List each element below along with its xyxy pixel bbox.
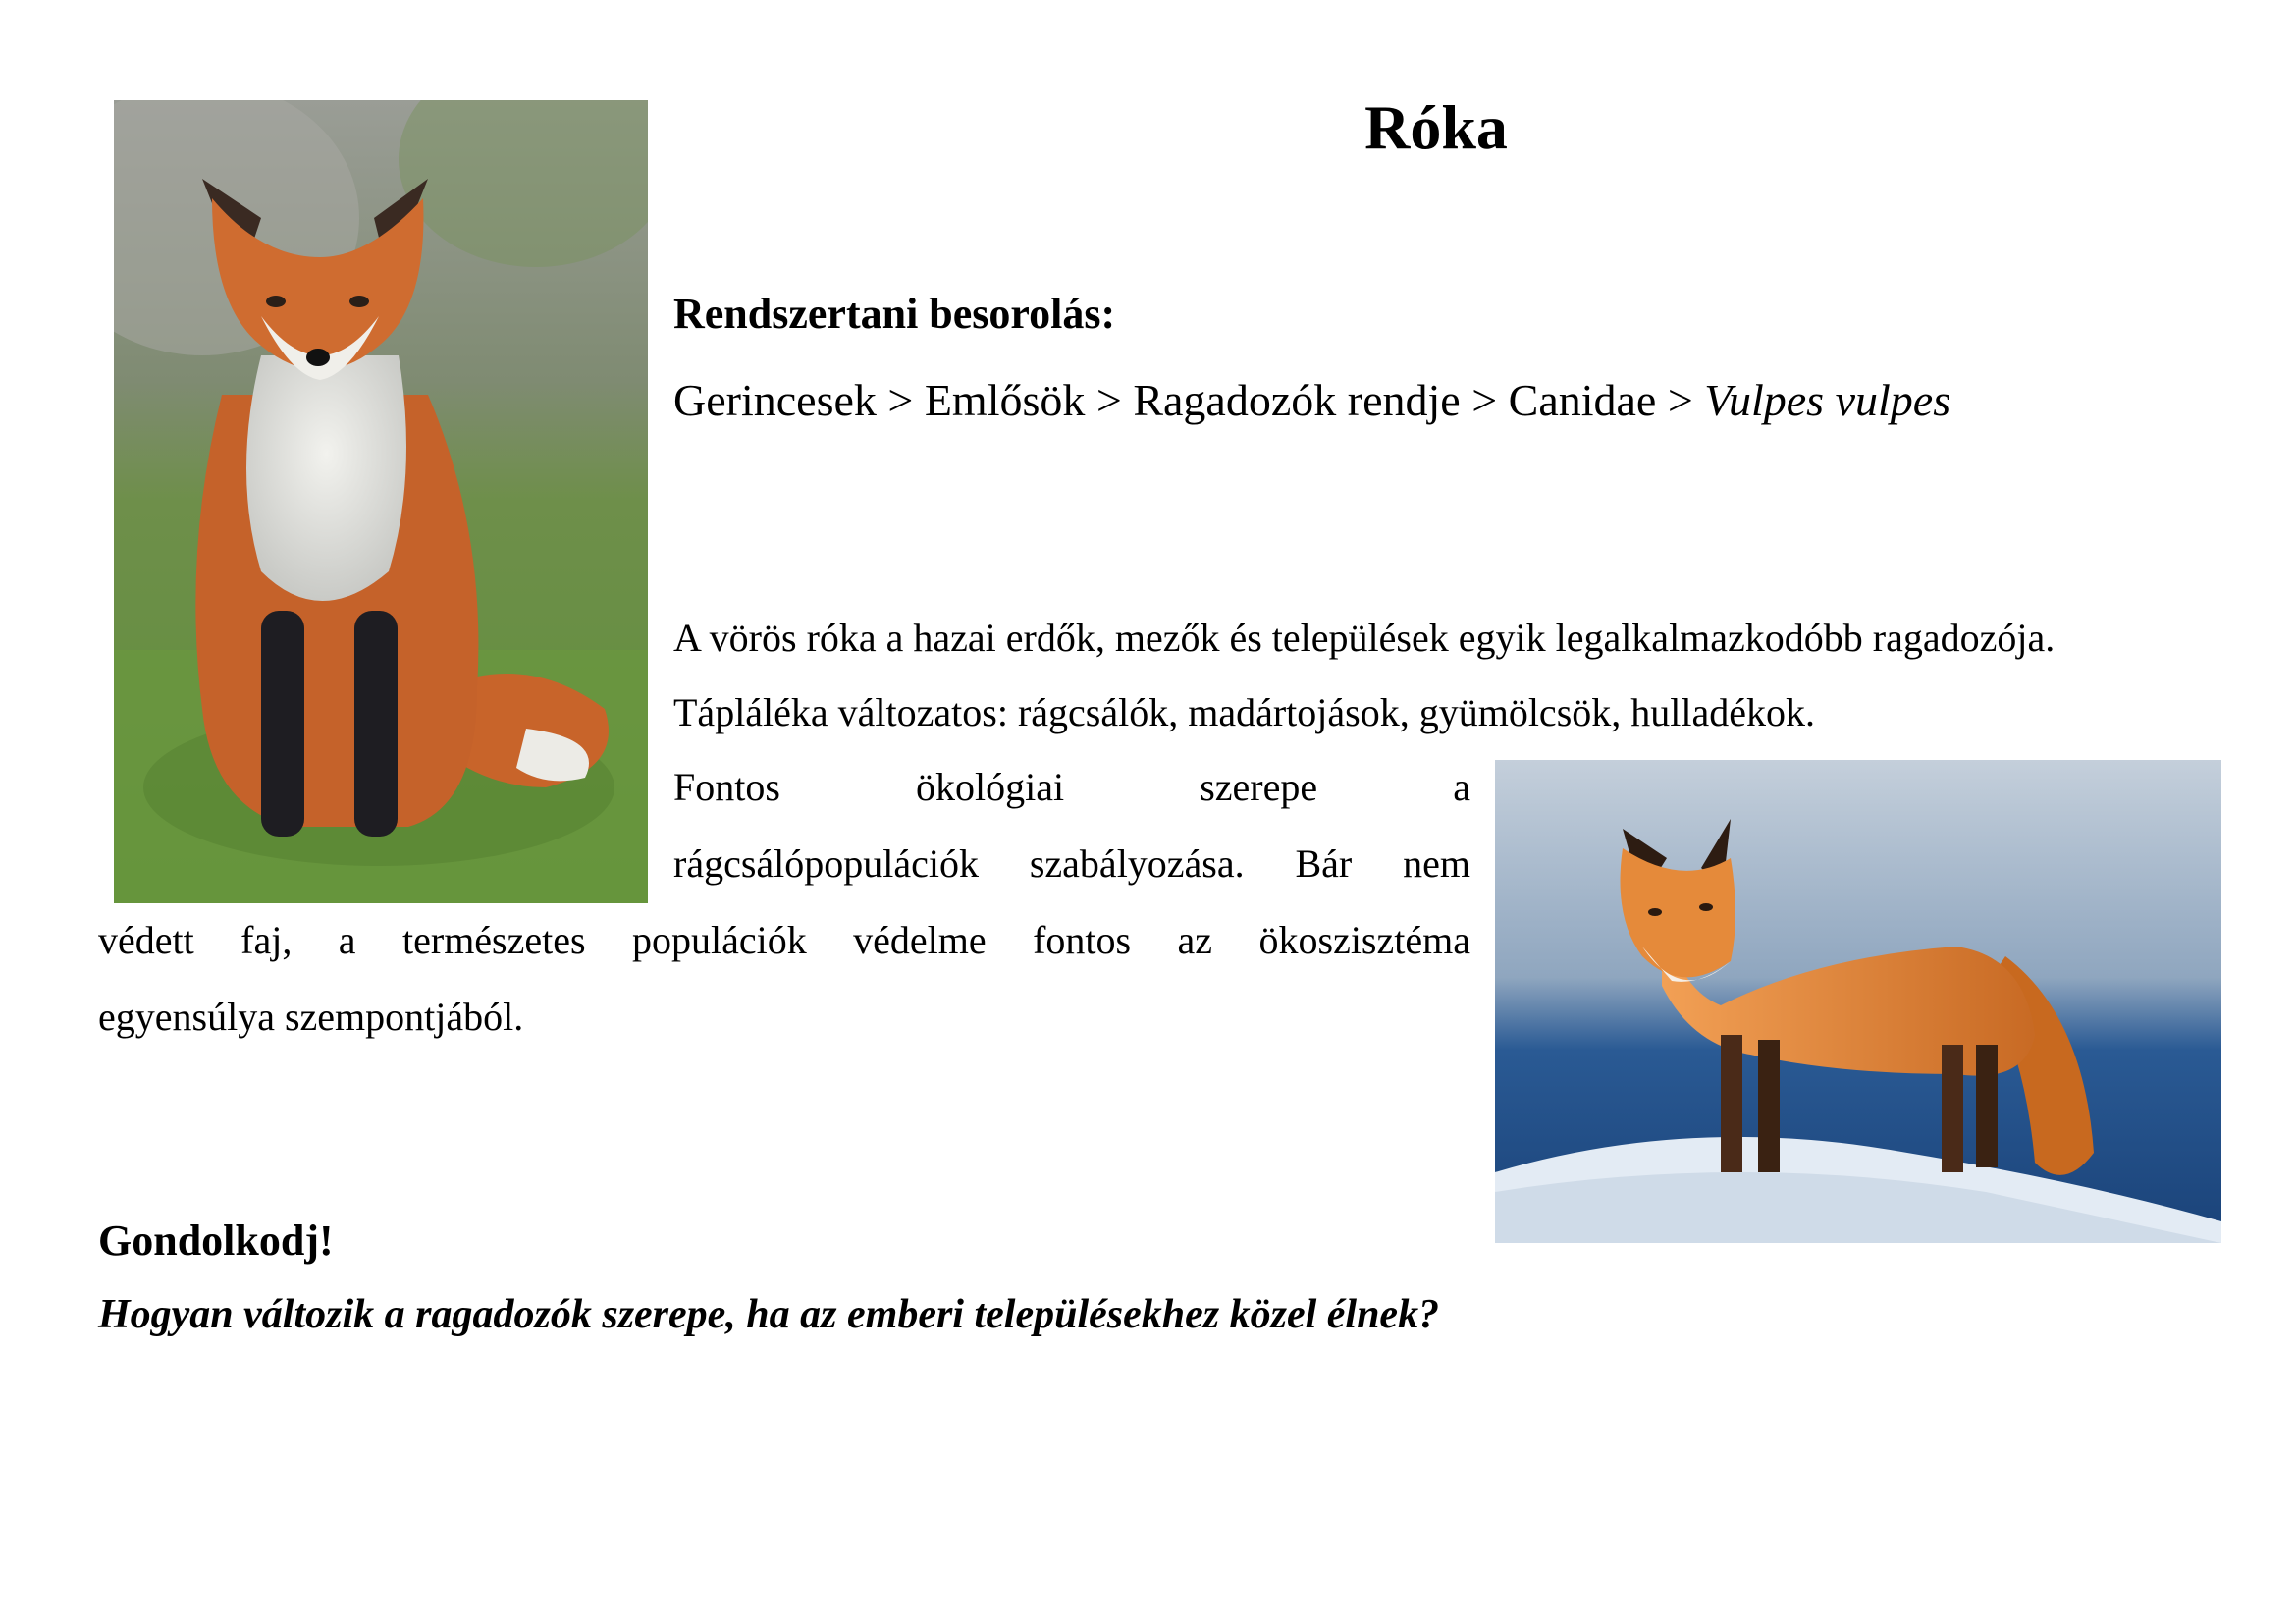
word: szabályozása. xyxy=(1029,841,1245,886)
word: szerepe xyxy=(1200,765,1318,809)
word: fontos xyxy=(1033,918,1132,962)
taxonomy-path-text: Gerincesek > Emlősök > Ragadozók rendje > Canidae > xyxy=(673,375,1693,425)
word: az xyxy=(1177,918,1213,962)
taxonomy-heading: Rendszertani besorolás: xyxy=(673,290,1116,338)
body-line-3 xyxy=(673,764,1470,811)
word: populációk xyxy=(632,918,807,962)
body-line-2: Tápláléka változatos: rágcsálók, madártojások, gyümölcsök, hulladékok. xyxy=(673,690,1815,734)
word: Fontos xyxy=(673,765,780,809)
sitting-red-fox-photo xyxy=(114,100,648,903)
word: védelme xyxy=(853,918,987,962)
word: rágcsálópopulációk xyxy=(673,841,979,886)
page-title: Róka xyxy=(1364,92,1508,162)
word: természetes xyxy=(402,918,586,962)
species-name: Vulpes vulpes xyxy=(1704,375,1951,425)
word: Bár xyxy=(1295,841,1353,886)
word: nem xyxy=(1403,841,1470,886)
word: ökoszisztéma xyxy=(1258,918,1470,962)
body-line-6: egyensúlya szempontjából. xyxy=(98,995,524,1039)
body-line-5 xyxy=(98,917,1470,964)
think-heading: Gondolkodj! xyxy=(98,1217,334,1265)
taxonomy-path xyxy=(673,373,1950,427)
word: a xyxy=(338,918,356,962)
standing-red-fox-in-snow-photo xyxy=(1495,760,2221,1243)
word: védett xyxy=(98,918,194,962)
word: a xyxy=(1453,765,1470,809)
think-question: Hogyan változik a ragadozók szerepe, ha az emberi településekhez közel élnek? xyxy=(98,1292,1440,1337)
word: faj, xyxy=(240,918,293,962)
word: ökológiai xyxy=(916,765,1065,809)
body-line-1: A vörös róka a hazai erdők, mezők és települések egyik legalkalmazkodóbb ragadozója. xyxy=(673,616,2056,660)
body-line-4 xyxy=(673,840,1470,888)
